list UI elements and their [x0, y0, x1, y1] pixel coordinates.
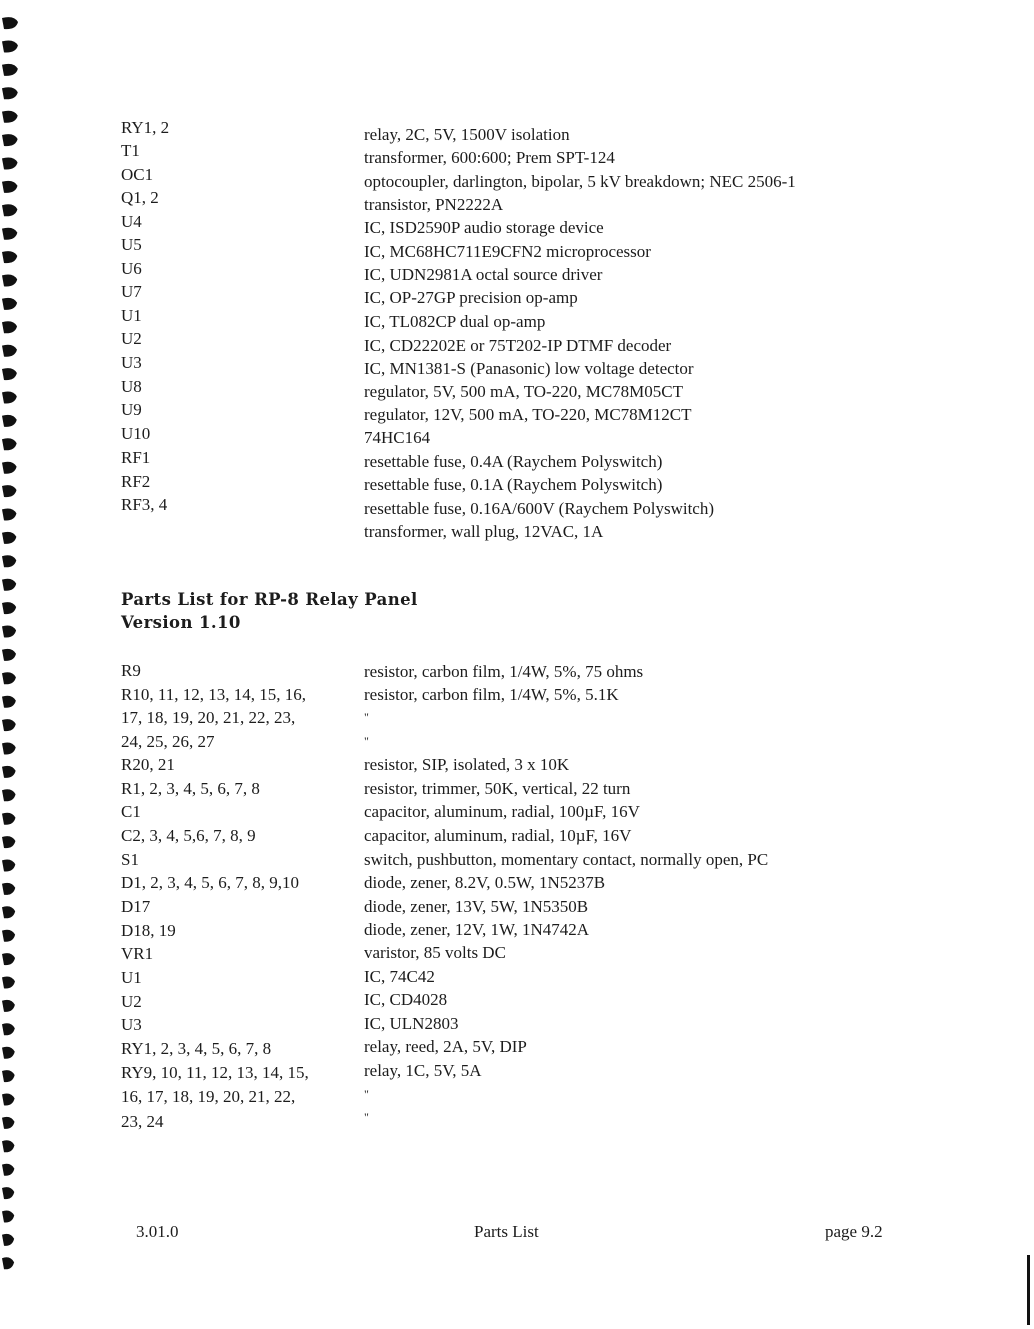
part-ref: U2: [121, 992, 142, 1011]
part-ref: VR1: [121, 944, 154, 963]
binding-ring: [2, 275, 17, 287]
binding-ring: [2, 485, 17, 497]
part-ref: R1, 2, 3, 4, 5, 6, 7, 8: [121, 779, 260, 798]
part-desc: relay, 2C, 5V, 1500V isolation: [364, 125, 570, 144]
part-desc: IC, ISD2590P audio storage device: [364, 218, 604, 237]
part-ref: 17, 18, 19, 20, 21, 22, 23,: [121, 708, 296, 727]
binding-ring: [2, 134, 18, 146]
binding-ring: [2, 930, 15, 942]
part-desc: IC, TL082CP dual op-amp: [364, 312, 546, 331]
part-desc: IC, CD22202E or 75T202-IP DTMF decoder: [364, 336, 672, 355]
part-desc: resistor, SIP, isolated, 3 x 10K: [364, 755, 570, 774]
binding-ring: [2, 1047, 15, 1059]
binding-ring: [2, 696, 16, 708]
part-ref: U6: [121, 259, 142, 278]
part-ref: C2, 3, 4, 5,6, 7, 8, 9: [121, 826, 256, 845]
part-desc: diode, zener, 13V, 5W, 1N5350B: [364, 897, 589, 916]
part-desc: IC, MN1381-S (Panasonic) low voltage detector: [364, 359, 694, 378]
part-desc: resettable fuse, 0.1A (Raychem Polyswitch): [364, 475, 663, 494]
binding-ring: [2, 41, 18, 53]
part-ref: 24, 25, 26, 27: [121, 732, 215, 751]
part-desc: ": [364, 710, 369, 724]
binding-ring: [2, 1234, 14, 1246]
section-title: Parts List for RP-8 Relay Panel: [121, 590, 418, 609]
part-desc: regulator, 5V, 500 mA, TO-220, MC78M05CT: [364, 382, 684, 401]
binding-ring: [2, 579, 16, 591]
binding-ring: [2, 1257, 14, 1269]
part-desc: relay, 1C, 5V, 5A: [364, 1061, 482, 1080]
binding-ring: [2, 345, 17, 357]
part-desc: capacitor, aluminum, radial, 100µF, 16V: [364, 802, 640, 821]
part-desc: 74HC164: [364, 428, 431, 447]
binding-ring: [2, 1000, 15, 1012]
binding-ring: [2, 415, 17, 427]
binding-ring: [2, 368, 17, 380]
part-desc: diode, zener, 12V, 1W, 1N4742A: [364, 920, 590, 939]
part-desc: ": [364, 1087, 369, 1101]
binding-ring: [2, 298, 17, 310]
part-ref: RY1, 2: [121, 118, 170, 137]
part-ref: U10: [121, 424, 151, 443]
part-desc: regulator, 12V, 500 mA, TO-220, MC78M12CT: [364, 405, 692, 424]
part-desc: capacitor, aluminum, radial, 10µF, 16V: [364, 826, 632, 845]
binding-ring: [2, 111, 18, 123]
binding-ring: [2, 438, 17, 450]
part-ref: U1: [121, 968, 142, 987]
part-desc: IC, CD4028: [364, 990, 448, 1009]
part-desc: resistor, trimmer, 50K, vertical, 22 turn: [364, 779, 631, 798]
binding-ring: [2, 672, 16, 684]
part-desc: ": [364, 734, 369, 748]
part-ref: T1: [121, 141, 140, 160]
part-desc: resettable fuse, 0.4A (Raychem Polyswitch): [364, 452, 663, 471]
binding-ring: [2, 860, 15, 872]
part-ref: RF1: [121, 448, 151, 467]
part-ref: RF3, 4: [121, 495, 168, 514]
binding-ring: [2, 1023, 15, 1035]
part-ref: U5: [121, 235, 142, 254]
binding-ring: [2, 719, 16, 731]
part-ref: D1, 2, 3, 4, 5, 6, 7, 8, 9,10: [121, 873, 300, 892]
binding-ring: [2, 17, 18, 29]
part-ref: Q1, 2: [121, 188, 159, 207]
page-edge-mark: [1027, 1255, 1030, 1325]
part-ref: U2: [121, 329, 142, 348]
binding-ring: [2, 977, 15, 989]
part-ref: RY9, 10, 11, 12, 13, 14, 15,: [121, 1063, 309, 1082]
binding-ring: [2, 743, 16, 755]
binding-ring: [2, 626, 16, 638]
part-desc: resistor, carbon film, 1/4W, 5%, 5.1K: [364, 685, 619, 704]
binding-ring: [2, 1187, 14, 1199]
part-ref: S1: [121, 850, 139, 869]
binding-ring: [2, 602, 16, 614]
part-ref: U4: [121, 212, 142, 231]
part-ref: 16, 17, 18, 19, 20, 21, 22,: [121, 1087, 296, 1106]
binding-ring: [2, 1070, 15, 1082]
binding-ring: [2, 836, 15, 848]
part-ref: 23, 24: [121, 1112, 164, 1131]
binding-ring: [2, 251, 17, 263]
part-ref: R10, 11, 12, 13, 14, 15, 16,: [121, 685, 306, 704]
binding-ring: [2, 555, 16, 567]
binding-ring: [2, 321, 17, 333]
binding-ring: [2, 649, 16, 661]
part-ref: OC1: [121, 165, 154, 184]
part-ref: R9: [121, 661, 141, 680]
part-desc: relay, reed, 2A, 5V, DIP: [364, 1037, 527, 1056]
part-desc: varistor, 85 volts DC: [364, 943, 506, 962]
part-ref: D17: [121, 897, 151, 916]
binding-ring: [2, 1140, 14, 1152]
binding-ring: [2, 64, 18, 76]
binding-ring: [2, 87, 18, 99]
binding-ring: [2, 883, 15, 895]
part-ref: U1: [121, 306, 142, 325]
part-desc: optocoupler, darlington, bipolar, 5 kV breakdown; NEC 2506-1: [364, 172, 796, 191]
binding-ring: [2, 462, 17, 474]
part-desc: IC, OP-27GP precision op-amp: [364, 288, 578, 307]
part-ref: U7: [121, 282, 142, 301]
part-ref: RF2: [121, 472, 151, 491]
part-desc: resettable fuse, 0.16A/600V (Raychem Polyswitch): [364, 499, 715, 518]
spiral-binding: [0, 0, 30, 1329]
binding-ring: [2, 532, 16, 544]
binding-ring: [2, 158, 18, 170]
binding-ring: [2, 1164, 14, 1176]
part-desc: IC, UDN2981A octal source driver: [364, 265, 603, 284]
part-desc: IC, MC68HC711E9CFN2 microprocessor: [364, 242, 651, 261]
footer-revision: 3.01.0: [136, 1222, 179, 1241]
binding-ring: [2, 1211, 14, 1223]
binding-ring: [2, 813, 15, 825]
part-ref: U8: [121, 377, 142, 396]
binding-ring: [2, 766, 16, 778]
part-ref: U3: [121, 1015, 142, 1034]
binding-ring: [2, 392, 17, 404]
part-ref: RY1, 2, 3, 4, 5, 6, 7, 8: [121, 1039, 272, 1058]
binding-ring: [2, 228, 17, 240]
binding-ring: [2, 1117, 15, 1129]
footer-title: Parts List: [474, 1222, 539, 1241]
part-desc: transistor, PN2222A: [364, 195, 504, 214]
binding-ring: [2, 953, 15, 965]
part-ref: U9: [121, 400, 142, 419]
part-desc: transformer, 600:600; Prem SPT-124: [364, 148, 615, 167]
part-desc: IC, ULN2803: [364, 1014, 459, 1033]
binding-ring: [2, 906, 15, 918]
binding-ring: [2, 204, 17, 216]
section-version: Version 1.10: [121, 613, 241, 632]
binding-ring: [2, 181, 17, 193]
binding-ring: [2, 789, 16, 801]
part-ref: R20, 21: [121, 755, 175, 774]
part-desc: switch, pushbutton, momentary contact, normally open, PC: [364, 850, 769, 869]
part-desc: resistor, carbon film, 1/4W, 5%, 75 ohms: [364, 662, 644, 681]
part-desc: diode, zener, 8.2V, 0.5W, 1N5237B: [364, 873, 606, 892]
binding-ring: [2, 509, 16, 521]
part-ref: C1: [121, 802, 141, 821]
binding-ring: [2, 1094, 15, 1106]
part-desc: IC, 74C42: [364, 967, 435, 986]
part-ref: D18, 19: [121, 921, 176, 940]
footer-page-number: page 9.2: [825, 1222, 883, 1241]
part-desc: ": [364, 1110, 369, 1124]
part-ref: U3: [121, 353, 142, 372]
part-desc: transformer, wall plug, 12VAC, 1A: [364, 522, 604, 541]
